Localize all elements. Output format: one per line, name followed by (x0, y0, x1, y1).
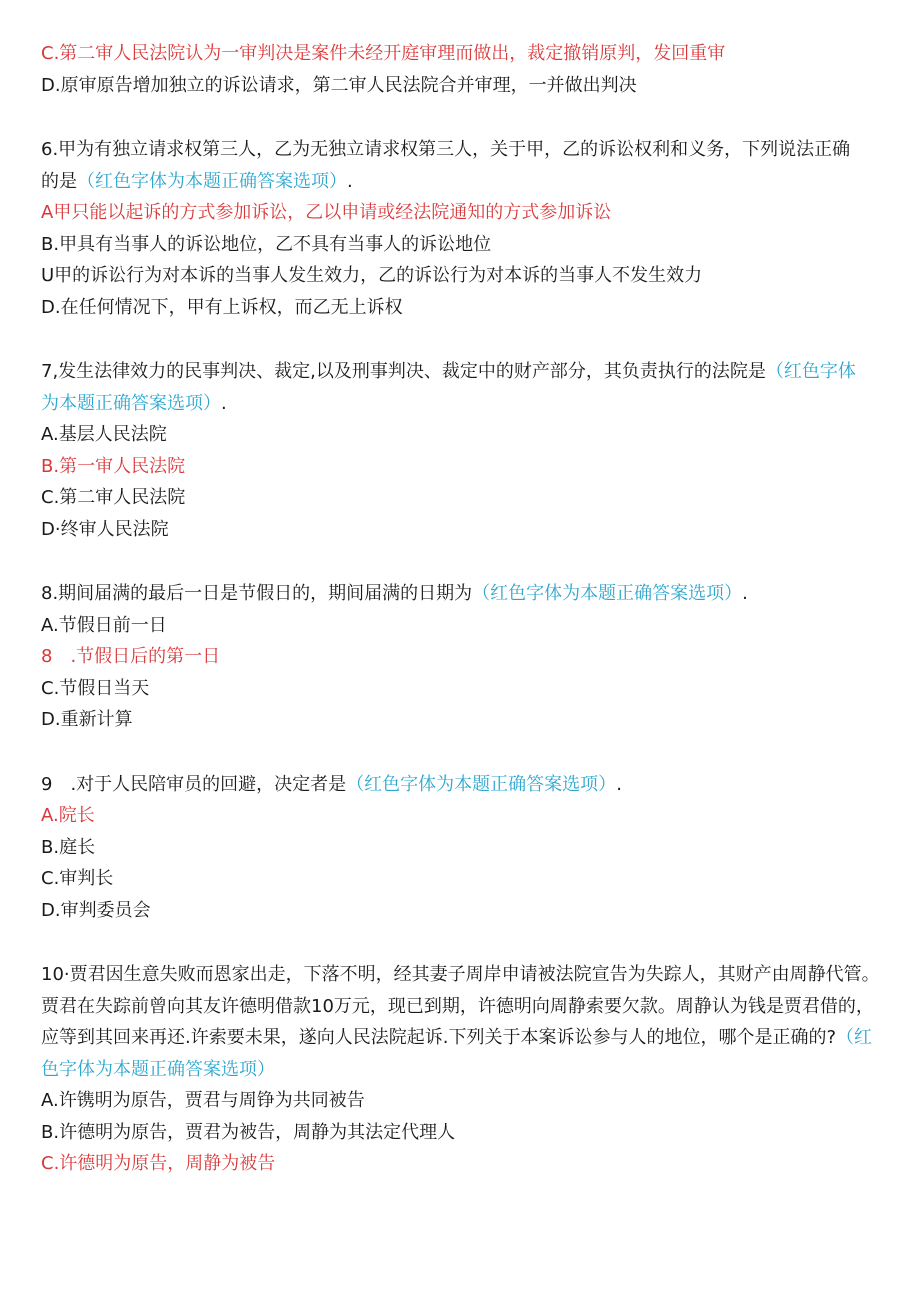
q6-option-b: B.甲具有当事人的诉讼地位，乙不具有当事人的诉讼地位 (41, 233, 492, 255)
q7-stem: 7,发生法律效力的民事判决、裁定,以及刑事判决、裁定中的财产部分，其负责执行的法院是 (41, 361, 766, 382)
q8-stem-line (41, 578, 891, 610)
q10-stem-line3 (41, 1022, 891, 1054)
q7-option-c: C.第二审人民法院 (41, 487, 186, 508)
q6-option-c: U甲的诉讼行为对本诉的当事人发生效力，乙的诉讼行为对本诉的当事人不发生效力 (41, 265, 703, 286)
question-5-tail (41, 38, 891, 101)
q9-option-d: D.审判委员会 (41, 899, 151, 921)
q9-stem-line (41, 769, 891, 801)
question-7 (41, 356, 891, 545)
q6-stem-prefix: 的是 (41, 170, 77, 192)
q10-stem-text: 应等到其回来再还.许索要未果，遂向人民法院起诉.下列关于本案诉讼参与人的地位，哪个是正确的? (41, 1027, 836, 1048)
q7-option-a: A.基层人民法院 (41, 424, 167, 445)
exam-page (41, 38, 891, 1180)
q8-option-a: A.节假日前一日 (41, 614, 167, 636)
q8-option-c: C.节假日当天 (41, 677, 150, 699)
q7-option-b-correct: B.第一审人民法院 (41, 455, 186, 477)
q10-option-b: B.许德明为原告，贾君为被告，周静为其法定代理人 (41, 1121, 456, 1143)
q7-stem-line1 (41, 356, 891, 388)
q7-answer-hint-end: 为本题正确答案选项） (41, 392, 221, 414)
q8-stem-end: . (742, 583, 748, 604)
q7-stem-end: . (221, 392, 227, 414)
q7-answer-hint-start: （红色字体 (765, 361, 856, 382)
question-8 (41, 578, 891, 736)
q6-answer-hint: （红色字体为本题正确答案选项） (77, 170, 347, 192)
q9-option-a-correct: A.院长 (41, 805, 95, 826)
question-9 (41, 769, 891, 927)
q6-stem-end: . (347, 170, 353, 192)
question-6 (41, 134, 891, 323)
q8-option-d: D.重新计算 (41, 709, 133, 730)
q10-option-c-correct: C.许德明为原告，周静为被告 (41, 1153, 276, 1174)
q9-option-c: C.审判长 (41, 868, 114, 889)
q9-stem: 9 .对于人民陪审员的回避，决定者是 (41, 773, 347, 795)
q8-stem: 8.期间届满的最后一日是节假日的，期间届满的日期为 (41, 583, 473, 604)
q10-answer-hint-start: （红 (836, 1027, 872, 1048)
q10-stem-line1: 10·贾君因生意失败而恩家出走，下落不明，经其妻子周岸申请被法院宣告为失踪人，其财产由周静代管。 (41, 964, 880, 985)
q10-stem-line2: 贾君在失踪前曾向其友许德明借款10万元，现已到期，许德明向周静索要欠款。周静认为钱是贾君借的， (41, 995, 874, 1017)
q5-option-d: D.原审原告增加独立的诉讼请求，第二审人民法院合并审理，一并做出判决 (41, 74, 637, 96)
q10-option-a: A.许镌明为原告，贾君与周铮为共同被告 (41, 1090, 365, 1111)
q9-option-b: B.庭长 (41, 836, 96, 858)
q9-stem-end: . (616, 773, 622, 795)
q10-stem-line4 (41, 1054, 891, 1086)
q6-option-a-correct: A甲只能以起诉的方式参加诉讼，乙以申请或经法院通知的方式参加诉讼 (41, 202, 612, 223)
q7-option-d: D·终审人民法院 (41, 518, 169, 540)
q6-stem-line2 (41, 166, 891, 198)
q5-option-c-correct: C.第二审人民法院认为一审判决是案件未经开庭审理而做出，裁定撤销原判，发回重审 (41, 43, 726, 64)
q8-option-b-correct: 8 .节假日后的第一日 (41, 646, 221, 667)
q9-answer-hint: （红色字体为本题正确答案选项） (346, 773, 617, 795)
q6-stem-line1: 6.甲为有独立请求权第三人，乙为无独立请求权第三人，关于甲，乙的诉讼权利和义务，下列说法正确 (41, 139, 851, 160)
q8-answer-hint: （红色字体为本题正确答案选项） (472, 583, 743, 604)
q7-stem-line2 (41, 388, 891, 420)
q6-option-d: D.在任何情况下，甲有上诉权，而乙无上诉权 (41, 296, 403, 318)
q10-answer-hint-end: 色字体为本题正确答案选项） (41, 1058, 275, 1080)
question-10 (41, 959, 891, 1180)
